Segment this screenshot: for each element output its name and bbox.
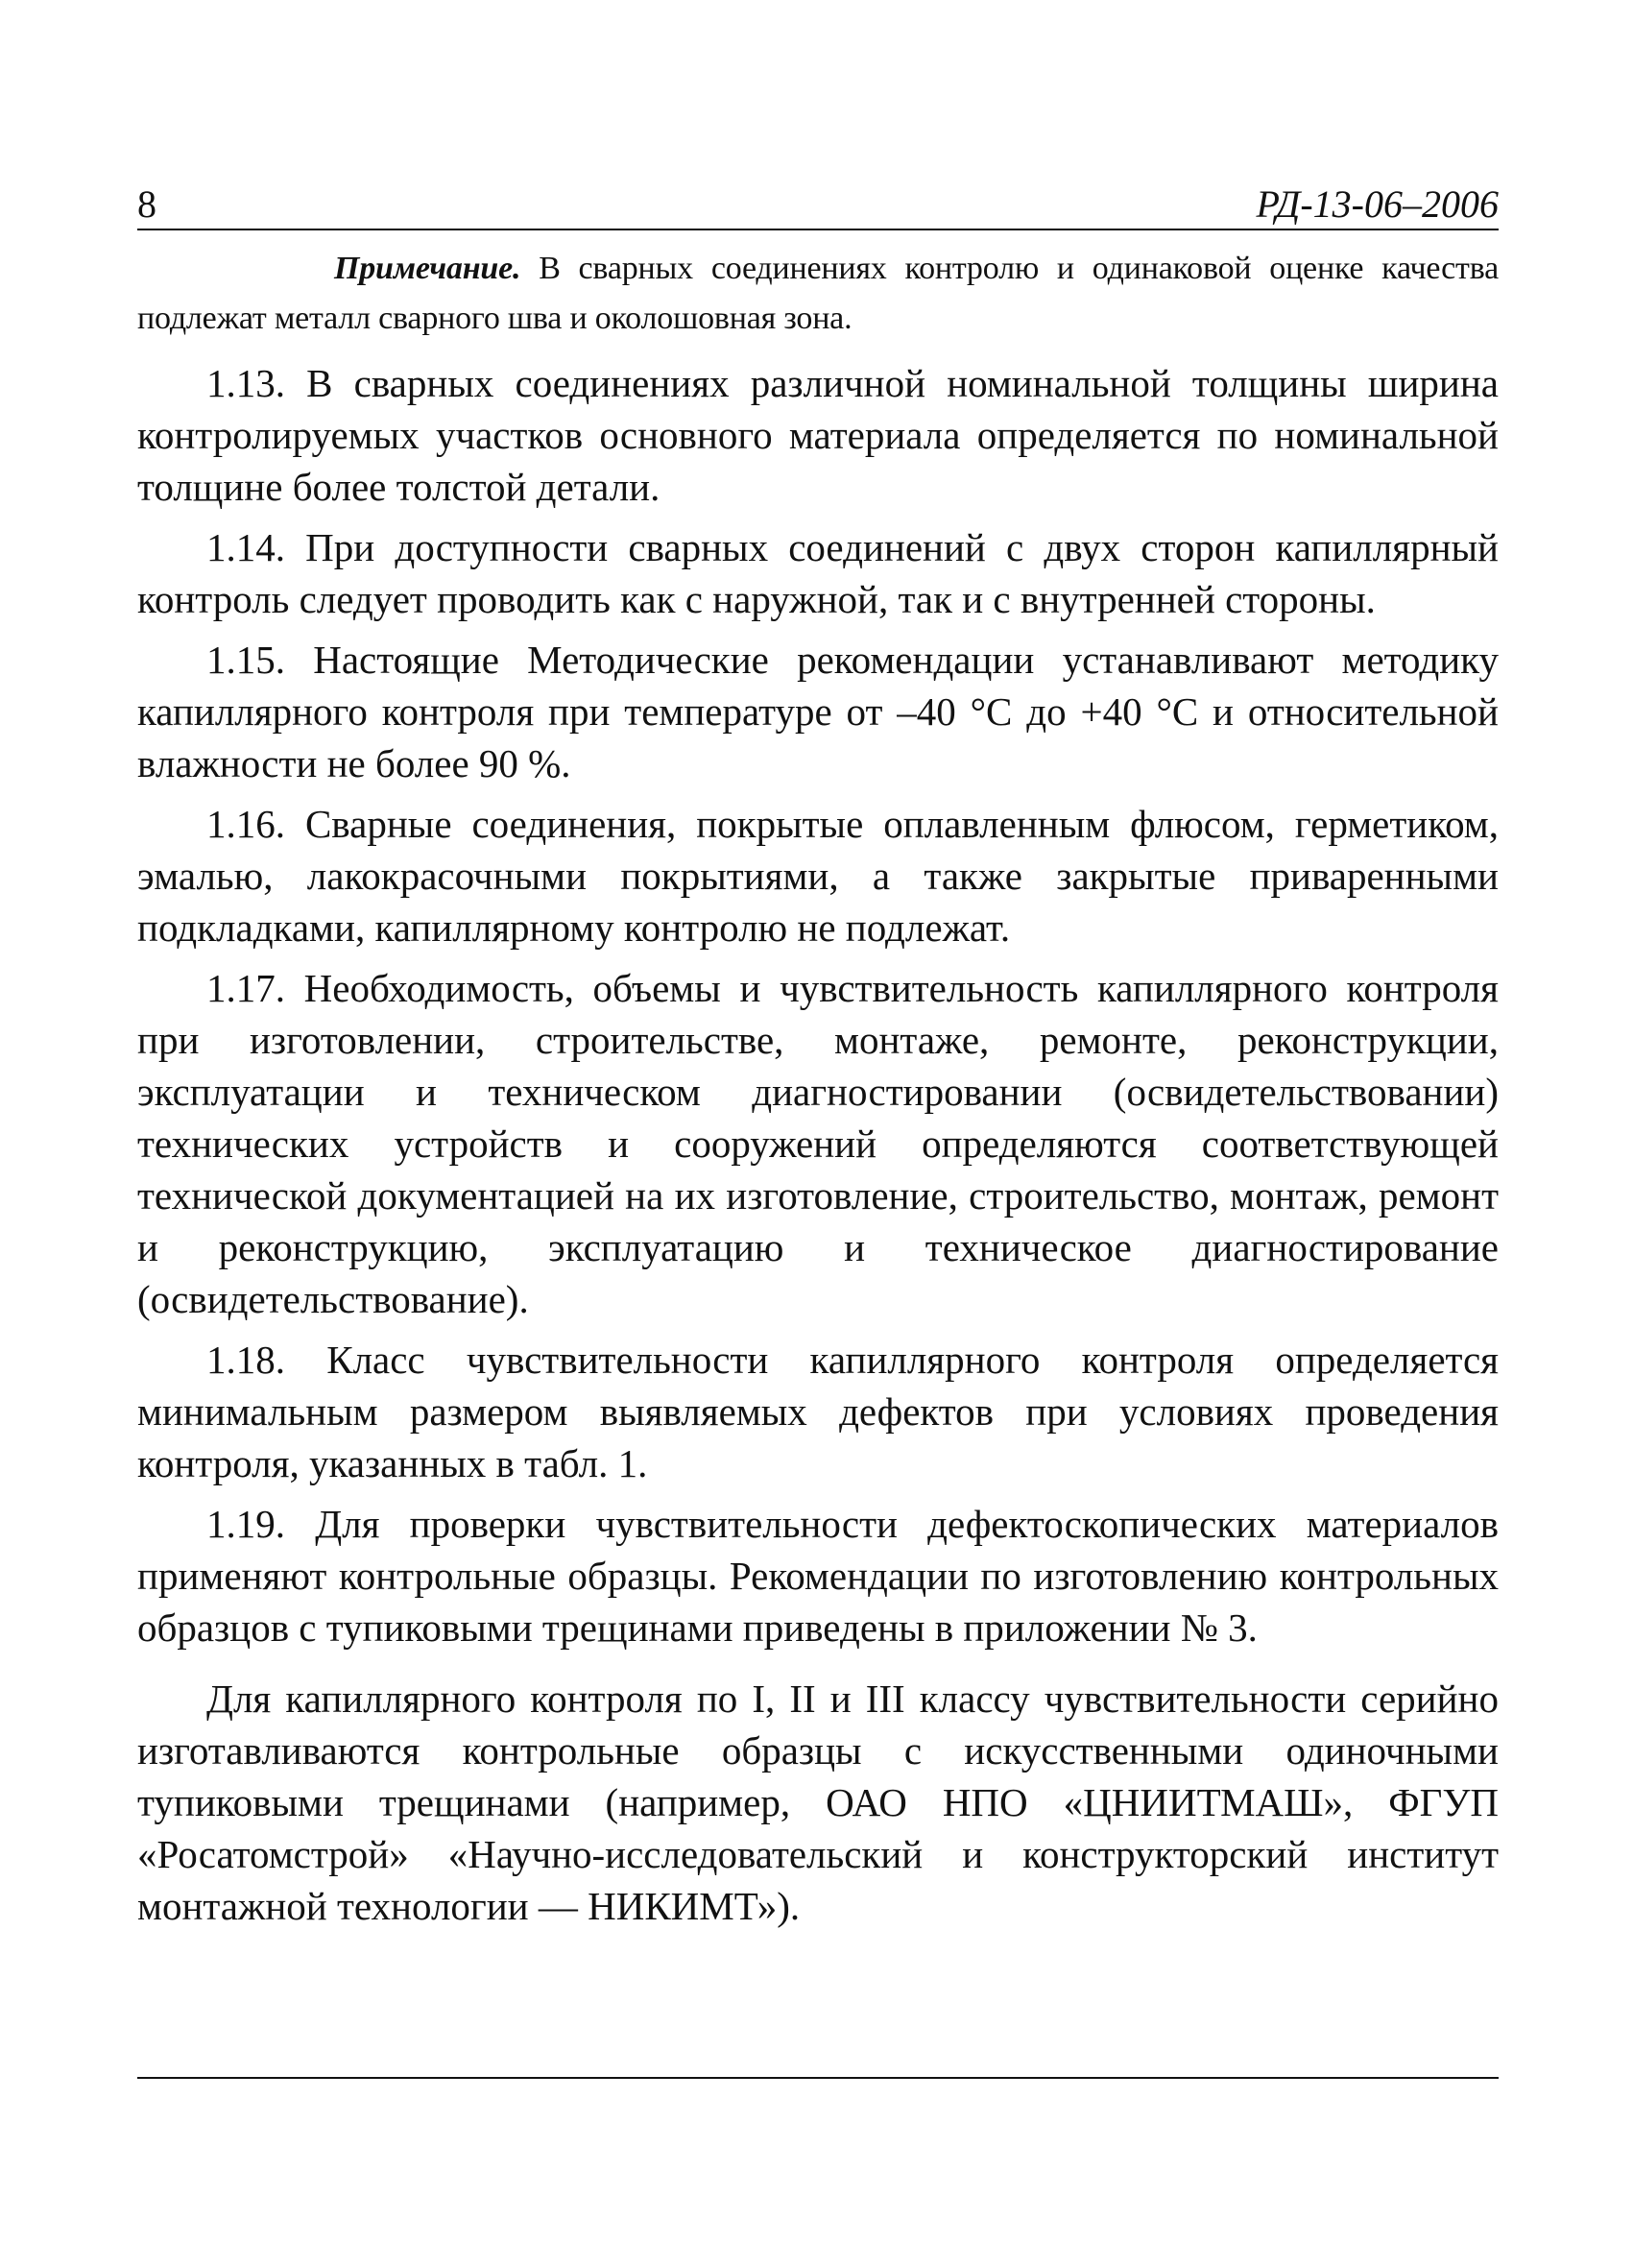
note-text: В сварных соединениях контролю и одинаковой оценке качества подлежат металл сварного шва и околошовная зона. [137, 251, 1499, 336]
paragraph-control-samples: Для капиллярного контроля по I, II и III классу чувствительности серийно изготавливаются контрольные образцы с искусственными одиночными тупиковыми трещинами (например, ОАО НПО «ЦНИИТМАШ», ФГУП «Росатомстрой» «Научно-исследовательский и конструкторский институт монтажной технологии — НИКИМТ»). [137, 1677, 1499, 1928]
paragraph-1-16: 1.16. Сварные соединения, покрытые оплавленным флюсом, герметиком, эмалью, лакокрасочными покрытиями, а также закрытые приваренными подкладками, капиллярному контролю не подлежат. [137, 802, 1499, 950]
paragraph-1-19: 1.19. Для проверки чувствительности дефектоскопических материалов применяют контрольные образцы. Рекомендации по изготовлению контрольных образцов с тупиковыми трещинами приведены в приложении № 3. [137, 1502, 1499, 1650]
paragraph-1-13: 1.13. В сварных соединениях различной номинальной толщины ширина контролируемых участков основного материала определяется по номинальной толщине более толстой детали. [137, 361, 1499, 509]
page-header [137, 182, 1499, 227]
paragraph-1-18: 1.18. Класс чувствительности капиллярного контроля определяется минимальным размером выявляемых дефектов при условиях проведения контроля, указанных в табл. 1. [137, 1338, 1499, 1485]
note-paragraph [137, 244, 1499, 344]
page-body [137, 244, 1499, 1932]
note-label: Примечание. [334, 251, 521, 286]
paragraph-1-15: 1.15. Настоящие Методические рекомендации устанавливают методику капиллярного контроля при температуре от –40 °С до +40 °С и относительной влажности не более 90 %. [137, 638, 1499, 785]
document-code: РД-13-06–2006 [1256, 182, 1499, 226]
paragraph-1-17: 1.17. Необходимость, объемы и чувствительность капиллярного контроля при изготовлении, строительстве, монтаже, ремонте, реконструкции, эксплуатации и техническом диагностировании (освидетельствовании) технических устройств и сооружений определяются соответствующей технической документацией на их изготовление, строительство, монтаж, ремонт и реконструкцию, эксплуатацию и техническое диагностирование (освидетельствование). [137, 966, 1499, 1321]
footer-divider [137, 2077, 1499, 2079]
header-divider [137, 229, 1499, 230]
paragraph-1-14: 1.14. При доступности сварных соединений с двух сторон капиллярный контроль следует проводить как с наружной, так и с внутренней стороны. [137, 525, 1499, 621]
page-number: 8 [137, 182, 156, 226]
